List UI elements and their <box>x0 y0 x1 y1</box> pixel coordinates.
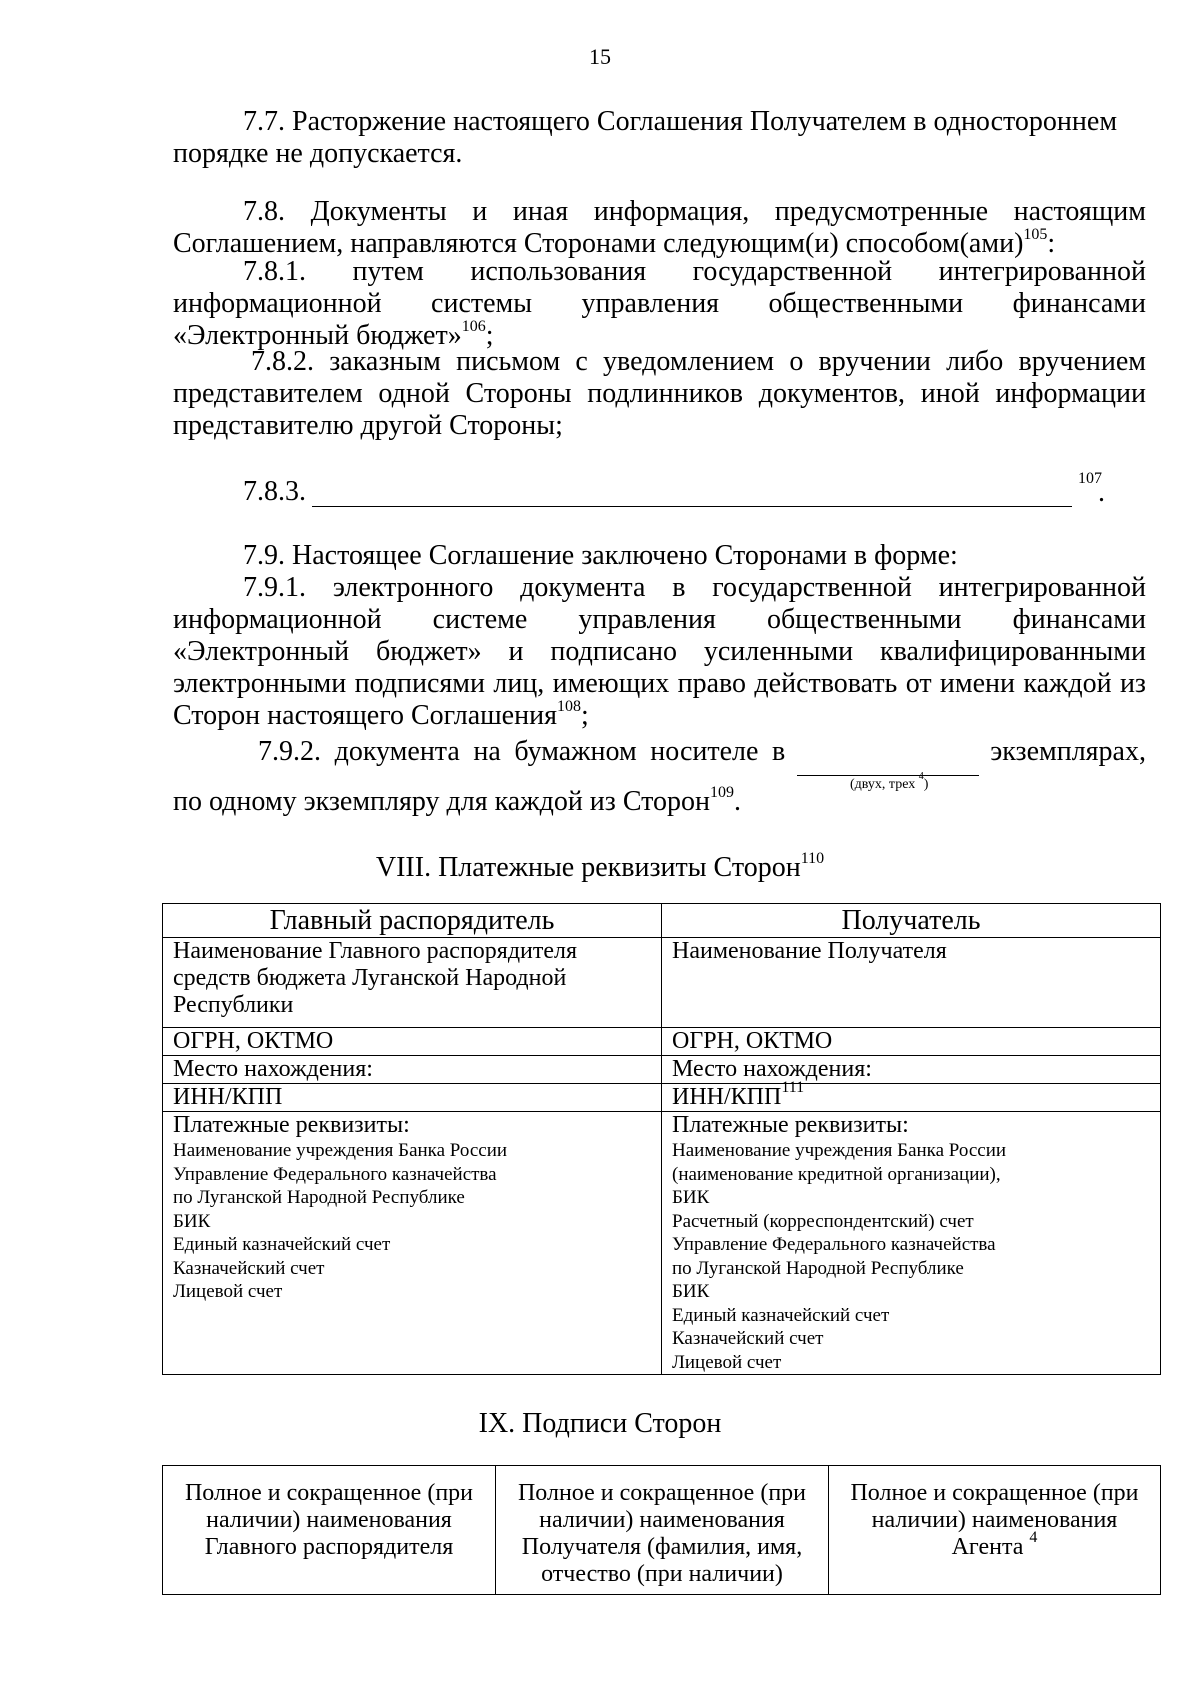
sig-cell-agent-text: Полное и сокращенное (при наличии) наименования Агента <box>850 1480 1139 1560</box>
section-8-title <box>0 849 1200 884</box>
sig-cell-main-manager: Полное и сокращенное (при наличии) наименования Главного распорядителя <box>163 1466 496 1595</box>
cell-manager-inn: ИНН/КПП <box>163 1084 662 1112</box>
paragraph-7-8-1-text: 7.8.1. путем использования государственной интегрированной информационной системы управления общественными финансами «Электронный бюджет» <box>173 256 1146 351</box>
table-row <box>163 1028 1161 1056</box>
page-number: 15 <box>589 44 611 69</box>
paragraph-7-7-text: 7.7. Расторжение настоящего Соглашения Получателем в одностороннем порядке не допускается. <box>173 106 1118 169</box>
table-row <box>163 1084 1161 1112</box>
list-item: БИК <box>672 1187 710 1208</box>
cell-recipient-location: Место нахождения: <box>662 1056 1161 1084</box>
footnote-105: 105 <box>1023 225 1048 243</box>
list-item: Казначейский счет <box>173 1257 325 1279</box>
list-item: Лицевой счет <box>672 1351 782 1373</box>
list-item: Управление Федерального казначейства <box>173 1163 497 1185</box>
table-row <box>163 1466 1161 1595</box>
cell-manager-name: Наименование Главного распорядителя средств бюджета Луганской Народной Республики <box>163 938 662 1028</box>
header-main-manager: Главный распорядитель <box>163 904 662 938</box>
list-item: по Луганской Народной Республике <box>173 1187 465 1208</box>
sig-cell-agent <box>829 1466 1161 1595</box>
signatures-table <box>162 1465 1161 1595</box>
footnote-109: 109 <box>710 783 735 801</box>
paragraph-7-8-end: : <box>1047 228 1056 259</box>
paragraph-7-9 <box>173 540 1146 572</box>
paragraph-7-8-3-text: 7.8.3. <box>243 476 306 507</box>
copies-hint-end: ) <box>923 777 929 792</box>
cell-recipient-payment <box>662 1112 1161 1375</box>
cell-recipient-inn <box>662 1079 1161 1112</box>
payment-title: Платежные реквизиты: <box>672 1112 909 1138</box>
paragraph-7-8-text: 7.8. Документы и иная информация, предусмотренные настоящим Соглашением, направляются Сторонами следующим(и) способом(ами) <box>173 196 1146 259</box>
list-item: Управление Федерального казначейства <box>672 1234 996 1255</box>
section-9-title: IX. Подписи Сторон <box>478 1408 722 1439</box>
blank-line-copies <box>797 775 979 776</box>
payment-details-table <box>162 903 1161 1375</box>
copies-hint-footnote: 4 <box>918 771 924 783</box>
cell-manager-ogrn: ОГРН, ОКТМО <box>163 1028 662 1056</box>
table-row <box>163 1056 1161 1084</box>
list-item: БИК <box>173 1210 211 1232</box>
list-item: Лицевой счет <box>173 1281 283 1302</box>
paragraph-7-9-2-part-a: 7.9.2. документа на бумажном носителе в <box>258 736 786 767</box>
footnote-108: 108 <box>556 697 581 715</box>
paragraph-7-9-2-end: . <box>734 786 742 817</box>
list-item: Единый казначейский счет <box>672 1304 890 1326</box>
paragraph-7-8 <box>173 196 1146 260</box>
section-8-title-text: VIII. Платежные реквизиты Сторон <box>375 852 801 883</box>
paragraph-7-9-2-part-c: по одному экземпляру для каждой из Сторон <box>173 786 711 817</box>
footnote-106: 106 <box>461 317 486 335</box>
footnote-4: 4 <box>1029 1529 1038 1546</box>
list-item: по Луганской Народной Республике <box>672 1257 964 1279</box>
paragraph-7-9-2-line1 <box>258 736 1146 768</box>
list-item: Казначейский счет <box>672 1328 824 1349</box>
list-item: (наименование кредитной организации), <box>672 1163 1001 1185</box>
cell-recipient-ogrn: ОГРН, ОКТМО <box>662 1028 1161 1056</box>
paragraph-7-7 <box>173 106 1146 170</box>
footnote-107: 107 <box>1078 470 1102 487</box>
copies-hint-text: (двух, трех <box>850 777 916 792</box>
paragraph-7-8-1 <box>173 256 1146 352</box>
footnote-110: 110 <box>800 849 825 867</box>
paragraph-7-9-1-text: 7.9.1. электронного документа в государственной интегрированной информационной системе управления общественными финансами «Электронный бюджет» и подписано усиленными квалифицированными электронными подписями лиц, имеющих право действовать от имени каждой из Сторон настоящего Соглашения <box>173 572 1146 731</box>
header-recipient: Получатель <box>662 904 1161 938</box>
paragraph-7-9-1 <box>173 572 1146 732</box>
list-item: Наименование учреждения Банка России <box>173 1140 508 1161</box>
paragraph-7-9-1-end: ; <box>580 700 589 731</box>
cell-recipient-name: Наименование Получателя <box>662 938 1161 1028</box>
paragraph-7-8-2-text: 7.8.2. заказным письмом с уведомлением о вручении либо вручением представителем одной Стороны подлинников документов, иной информации представителю другой Стороны; <box>173 346 1146 441</box>
cell-manager-payment <box>163 1112 662 1375</box>
cell-manager-location: Место нахождения: <box>163 1056 662 1084</box>
table-row <box>163 1112 1161 1375</box>
list-item: БИК <box>672 1281 710 1302</box>
blank-line-7-8-3 <box>312 506 1072 507</box>
paragraph-7-9-2-part-b: экземплярах, <box>990 736 1146 767</box>
table-row <box>163 938 1161 1028</box>
table-row <box>163 904 1161 938</box>
sig-cell-recipient: Полное и сокращенное (при наличии) наименования Получателя (фамилия, имя, отчество (при наличии) <box>496 1466 829 1595</box>
list-item: Наименование учреждения Банка России <box>672 1140 1007 1161</box>
paragraph-7-8-3 <box>173 476 1146 508</box>
paragraph-7-8-3-end: . <box>1098 477 1105 508</box>
payment-title: Платежные реквизиты: <box>173 1112 410 1138</box>
list-item: Единый казначейский счет <box>173 1234 391 1255</box>
footnote-111: 111 <box>781 1079 805 1096</box>
list-item: Расчетный (корреспондентский) счет <box>672 1210 974 1232</box>
paragraph-7-8-2 <box>173 346 1146 442</box>
paragraph-7-9-text: 7.9. Настоящее Соглашение заключено Сторонами в форме: <box>243 540 958 571</box>
cell-recipient-inn-text: ИНН/КПП <box>672 1084 782 1110</box>
paragraph-7-8-1-end: ; <box>485 320 494 351</box>
